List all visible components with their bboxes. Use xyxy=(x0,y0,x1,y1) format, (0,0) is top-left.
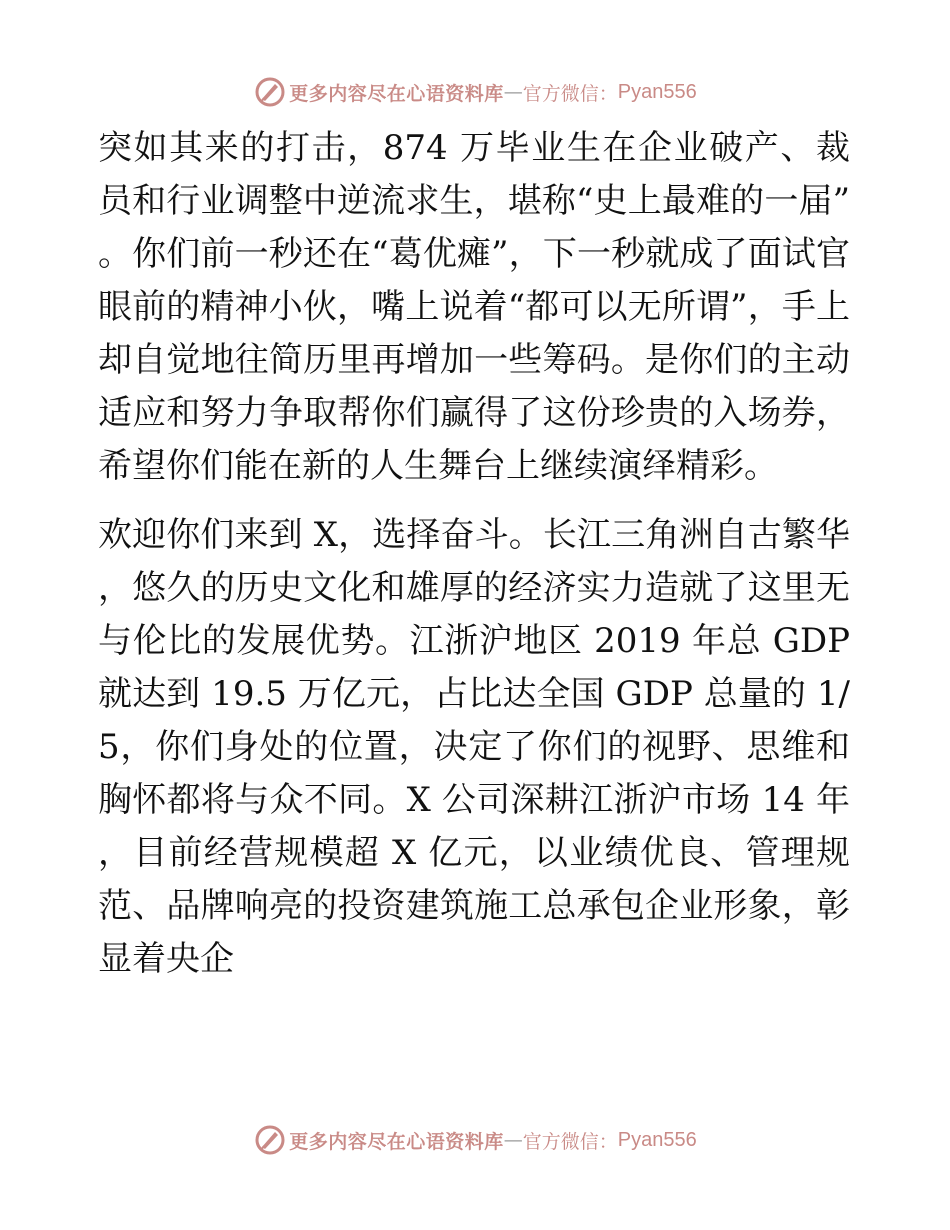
watermark-wechat-label: 官方微信： xyxy=(522,1130,618,1153)
header-watermark xyxy=(0,72,950,112)
footer-watermark xyxy=(0,1120,950,1160)
quill-circle-logo-icon xyxy=(253,1123,287,1157)
paragraph-1: 突如其来的打击，874 万毕业生在企业破产、裁员和行业调整中逆流求生，堪称“史上最难的一届”。你们前一秒还在“葛优瘫”，下一秒就成了面试官眼前的精神小伙，嘴上说着“都可以无所谓”，手上却自觉地往简历里再增加一些筹码。是你们的主动适应和努力争取帮你们赢得了这份珍贵的入场券，希望你们能在新的人生舞台上继续演绎精彩。 xyxy=(98,128,850,486)
watermark-wechat-id: Pyan556 xyxy=(617,80,697,103)
paragraph-2: 欢迎你们来到 X，选择奋斗。长江三角洲自古繁华，悠久的历史文化和雄厚的经济实力造就了这里无与伦比的发展优势。江浙沪地区 2019 年总 GDP 就达到 19.5 万亿元，占比达全国 GDP 总量的 1/5，你们身处的位置，决定了你们的视野、思维和胸怀都将与众不同。X 公司深耕江浙沪市场 14 年，目前经营规模超 X 亿元，以业绩优良、管理规范、品牌响亮的投资建筑施工总承包企业形象，彰显着央企 xyxy=(98,515,850,979)
watermark-text: 更多内容尽在心语资料库 xyxy=(289,82,504,105)
watermark-text: 更多内容尽在心语资料库 xyxy=(289,1130,504,1153)
watermark-separator: — xyxy=(503,1129,523,1151)
watermark-wechat-label: 官方微信： xyxy=(522,82,618,105)
document-body xyxy=(98,122,850,986)
quill-circle-logo-icon xyxy=(253,75,287,109)
watermark-wechat-id: Pyan556 xyxy=(617,1128,697,1151)
watermark-separator: — xyxy=(503,81,523,103)
